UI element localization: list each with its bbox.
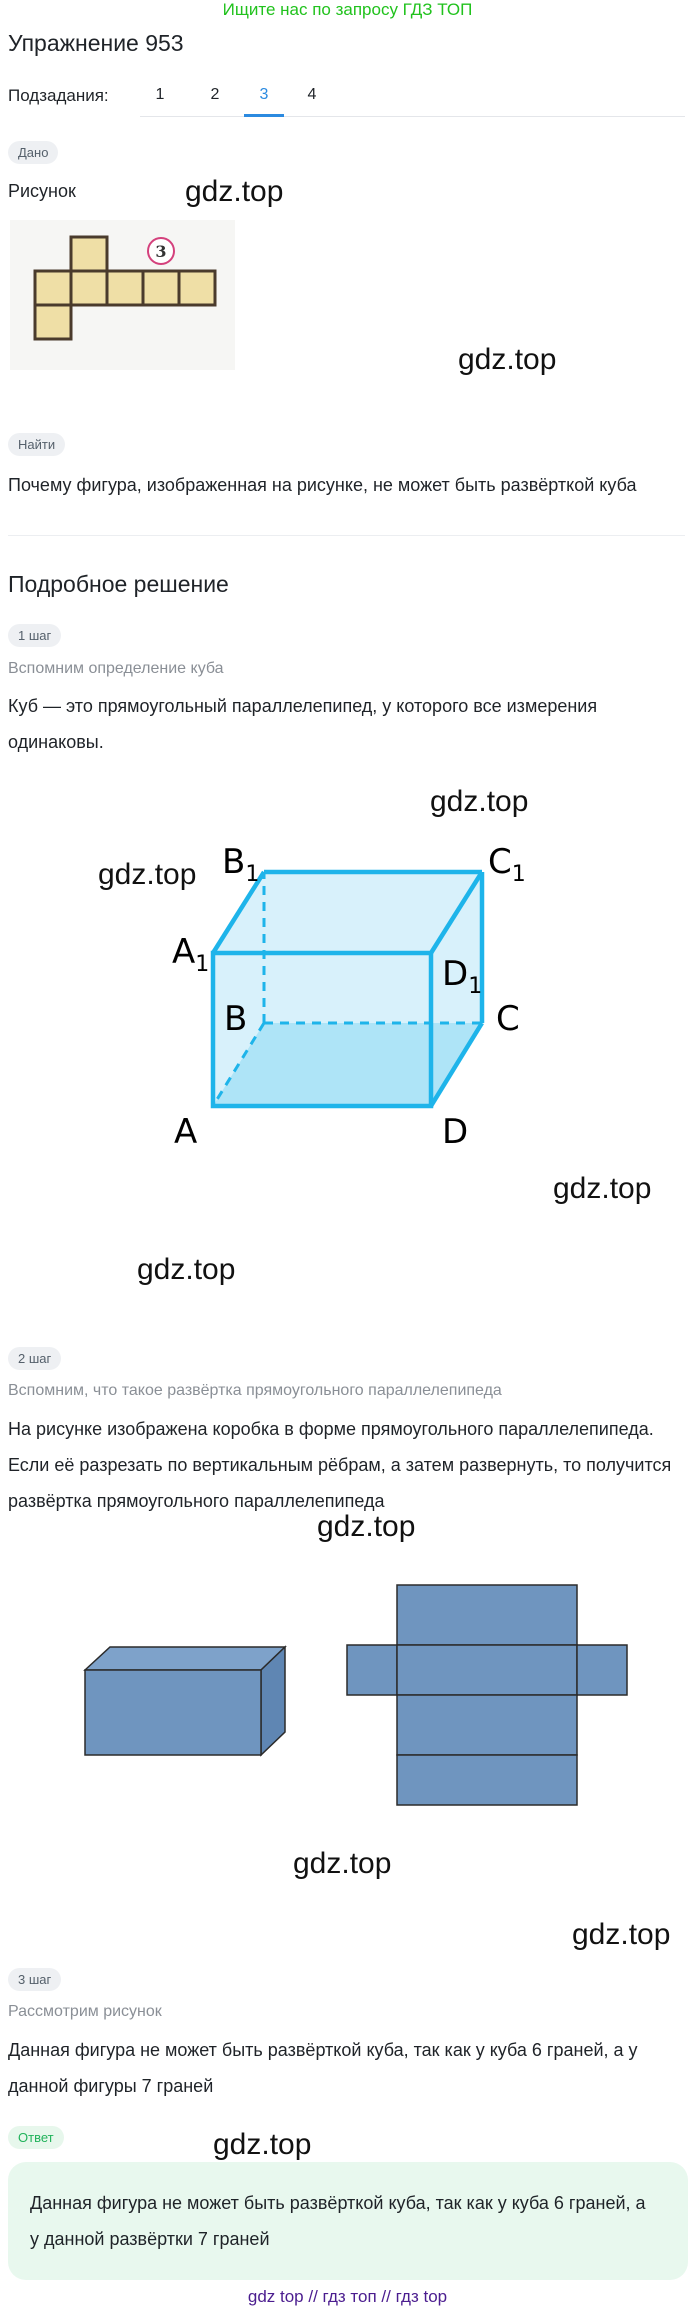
step3-text-line2: данной фигуры 7 граней — [8, 2076, 214, 2096]
step1-pill: 1 шаг — [8, 624, 61, 647]
watermark: gdz.top — [293, 1847, 392, 1880]
watermark: gdz.top — [137, 1253, 236, 1286]
step3-subtitle: Рассмотрим рисунок — [8, 2003, 162, 2020]
net-face-center — [397, 1645, 577, 1695]
step2-subtitle: Вспомним, что такое развёртка прямоугольного параллелепипеда — [8, 1382, 502, 1399]
box-front-face — [85, 1670, 261, 1755]
vertex-label-c: C — [496, 999, 520, 1039]
step2-text-line1: На рисунке изображена коробка в форме прямоугольного параллелепипеда. — [8, 1419, 654, 1439]
step3-text-line1: Данная фигура не может быть развёрткой куба, так как у куба 6 граней, а у — [8, 2040, 638, 2060]
watermark: gdz.top — [185, 175, 284, 208]
solution-heading: Подробное решение — [8, 571, 229, 597]
net-square-2 — [71, 271, 107, 305]
box-top-face — [85, 1647, 285, 1670]
find-text: Почему фигура, изображенная на рисунке, не может быть развёрткой куба — [8, 475, 637, 495]
watermark: gdz.top — [213, 2128, 312, 2161]
vertex-label-d1: $D_1$ — [442, 954, 483, 999]
find-pill: Найти — [8, 433, 65, 456]
net-square-3 — [107, 271, 143, 305]
watermark: gdz.top — [430, 785, 529, 818]
tab-subtask-2[interactable]: 2 — [210, 86, 220, 103]
footer-link-1[interactable]: gdz top — [247, 2287, 304, 2306]
box-and-net-figure — [80, 1580, 650, 1815]
net-square-4 — [143, 271, 179, 305]
step2-text-line2: Если её разрезать по вертикальным рёбрам, а затем развернуть, то получится — [8, 1455, 672, 1475]
vertex-label-c1: $C_1$ — [488, 842, 526, 887]
watermark: gdz.top — [553, 1172, 652, 1205]
watermark: gdz.top — [317, 1510, 416, 1543]
net-face-back — [397, 1755, 577, 1805]
footer-link-3[interactable]: гдз top — [395, 2287, 448, 2306]
step2-pill: 2 шаг — [8, 1347, 61, 1370]
answer-text-line1: Данная фигура не может быть развёрткой куба, так как у куба 6 граней, а — [30, 2193, 646, 2213]
given-pill: Дано — [8, 141, 58, 164]
vertex-label-d: D — [442, 1112, 469, 1152]
step3-pill: 3 шаг — [8, 1968, 61, 1991]
task-number: 3 — [155, 242, 167, 261]
net-square-top — [71, 237, 107, 271]
given-label: Рисунок — [8, 181, 76, 201]
footer-separator: // — [308, 2287, 318, 2306]
step1-subtitle: Вспомним определение куба — [8, 660, 224, 677]
step1-text-line1: Куб — это прямоугольный параллелепипед, у которого все измерения — [8, 696, 598, 716]
watermark: gdz.top — [572, 1918, 671, 1951]
net-square-bottom — [35, 305, 71, 339]
section-divider — [8, 535, 685, 536]
page-title: Упражнение 953 — [8, 30, 184, 56]
tab-subtask-3[interactable]: 3 — [259, 86, 269, 103]
net-face-bottom — [397, 1695, 577, 1755]
subtask-tabs — [140, 82, 685, 117]
vertex-label-a: A — [174, 1112, 198, 1152]
search-hint-link[interactable]: Ищите нас по запросу ГДЗ ТОП — [222, 0, 473, 19]
tab-subtask-4[interactable]: 4 — [307, 86, 317, 103]
net-square-5 — [179, 271, 215, 305]
net-square-1 — [35, 271, 71, 305]
watermark: gdz.top — [98, 858, 197, 891]
answer-text — [30, 2185, 670, 2257]
subtasks-label: Подзадания: — [8, 86, 109, 105]
cube-figure — [160, 835, 540, 1230]
tab-subtask-1[interactable]: 1 — [155, 86, 165, 103]
net-face-left — [347, 1645, 397, 1695]
active-tab-indicator — [244, 114, 284, 117]
step2-text-line3: развёртка прямоугольного параллелепипеда — [8, 1491, 385, 1511]
vertex-label-a1: $A_1$ — [172, 932, 210, 977]
net-face-top — [397, 1585, 577, 1645]
answer-pill: Ответ — [8, 2126, 64, 2149]
vertex-label-b1: $B_1$ — [222, 842, 260, 887]
given-figure — [10, 220, 235, 370]
footer-link-2[interactable]: гдз топ — [322, 2287, 377, 2306]
step1-text-line2: одинаковы. — [8, 732, 104, 752]
answer-text-line2: у данной развёртки 7 граней — [30, 2229, 270, 2249]
vertex-label-b: B — [224, 999, 248, 1039]
footer-links — [0, 2287, 695, 2307]
footer-separator: // — [381, 2287, 391, 2306]
net-face-right — [577, 1645, 627, 1695]
watermark: gdz.top — [458, 343, 557, 376]
